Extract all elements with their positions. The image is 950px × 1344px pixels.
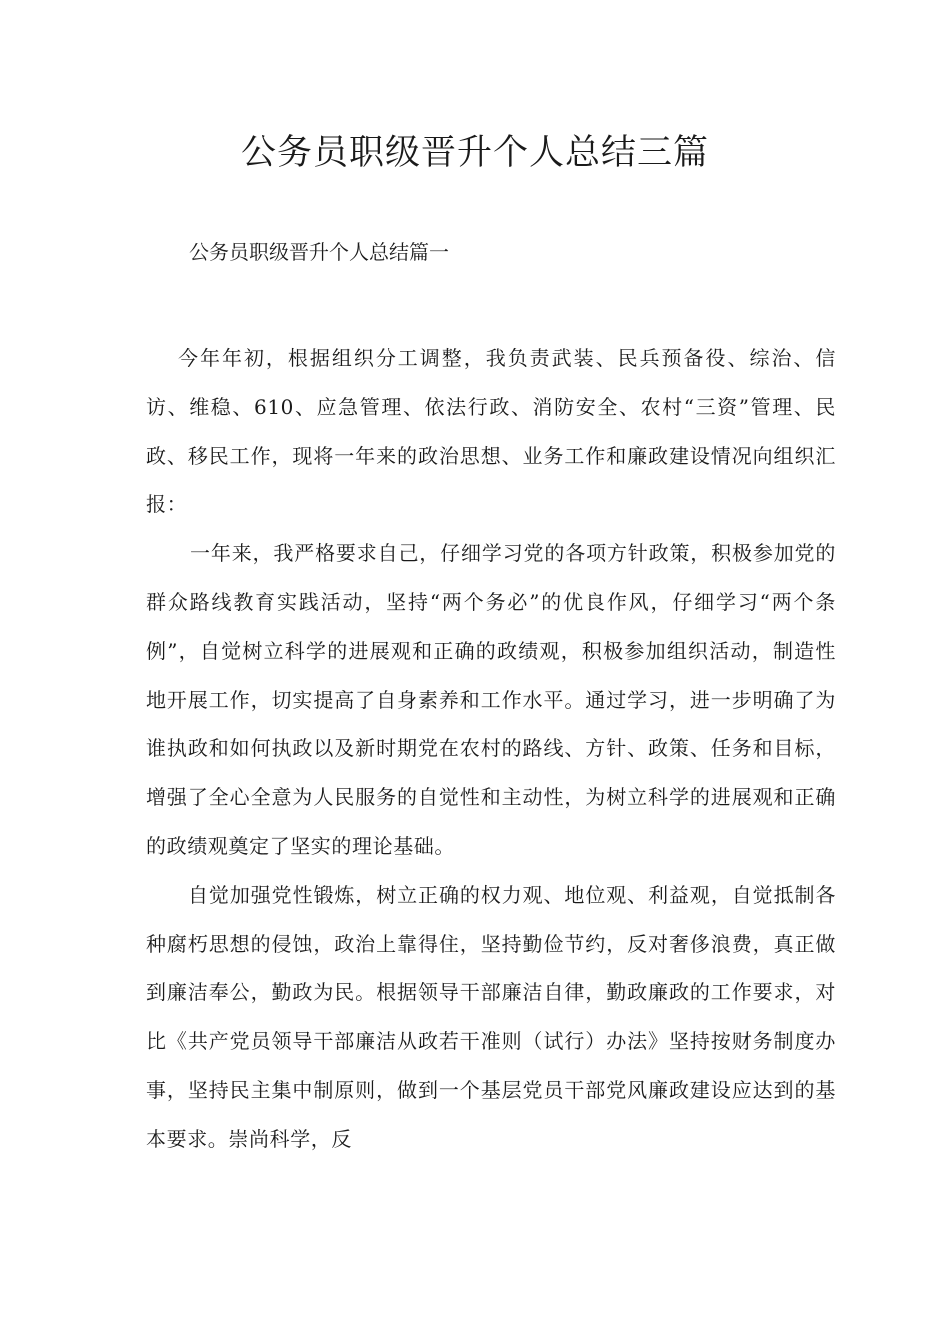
- paragraph-1: 今年年初，根据组织分工调整，我负责武装、民兵预备役、综治、信访、维稳、610、应急管理、依法行政、消防安全、农村“三资”管理、民政、移民工作，现将一年来的政治思想、业务工作和廉政建设情况向组织汇报：: [146, 346, 836, 517]
- document-body: [146, 334, 836, 1164]
- section-heading: 公务员职级晋升个人总结篇一: [189, 240, 449, 264]
- paragraph-2: 一年来，我严格要求自己，仔细学习党的各项方针政策，积极参加党的群众路线教育实践活动，坚持“两个务必”的优良作风，仔细学习“两个条例”，自觉树立科学的进展观和正确的政绩观，积极参加组织活动，制造性地开展工作，切实提高了自身素养和工作水平。通过学习，进一步明确了为谁执政和如何执政以及新时期党在农村的路线、方针、政策、任务和目标，增强了全心全意为人民服务的自觉性和主动性，为树立科学的进展观和正确的政绩观奠定了坚实的理论基础。: [146, 541, 836, 858]
- paragraph-3: 自觉加强党性锻炼，树立正确的权力观、地位观、利益观，自觉抵制各种腐朽思想的侵蚀，政治上靠得住，坚持勤俭节约，反对奢侈浪费，真正做到廉洁奉公，勤政为民。根据领导干部廉洁自律，勤政廉政的工作要求，对比《共产党员领导干部廉洁从政若干准则（试行）办法》坚持按财务制度办事，坚持民主集中制原则，做到一个基层党员干部党风廉政建设应达到的基本要求。崇尚科学，反: [146, 882, 836, 1151]
- document-title: 公务员职级晋升个人总结三篇: [240, 133, 709, 173]
